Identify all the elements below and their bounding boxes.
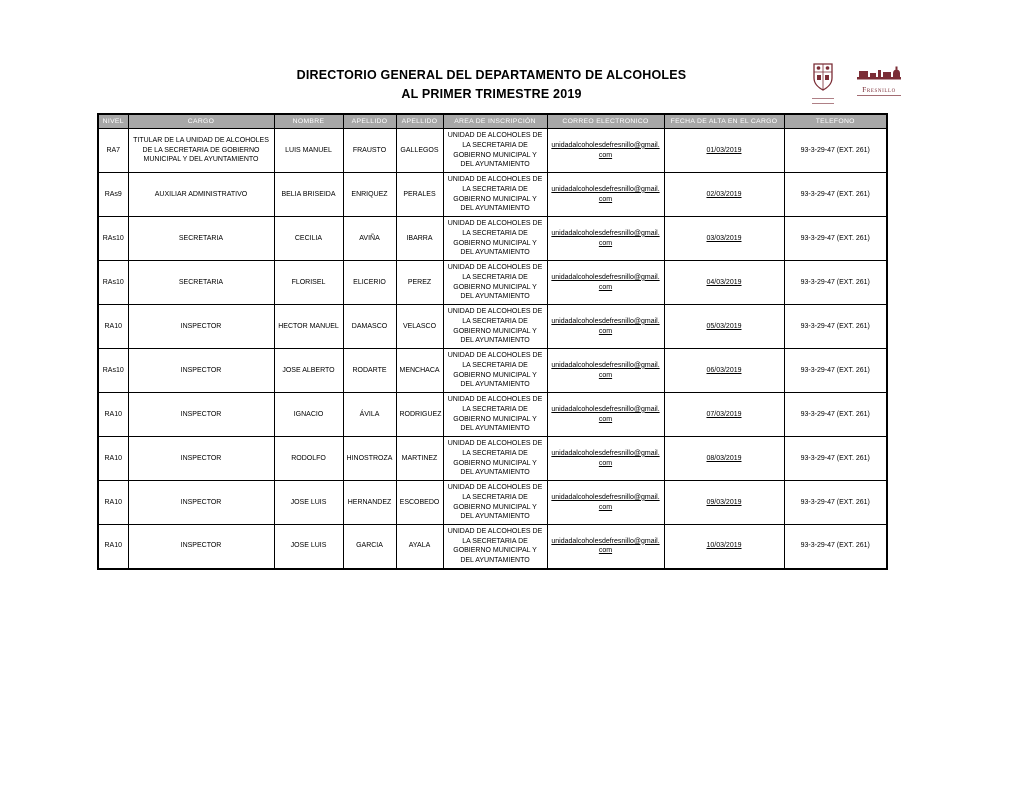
cell-area: UNIDAD DE ALCOHOLES DE LA SECRETARIA DE GOBIERNO MUNICIPAL Y DEL AYUNTAMIENTO bbox=[443, 525, 547, 569]
date-value: 01/03/2019 bbox=[706, 146, 742, 154]
column-header-area: AREA DE INSCRIPCIÓN bbox=[443, 114, 547, 129]
cell-apellido2: GALLEGOS bbox=[396, 129, 443, 173]
cell-apellido1: GARCIA bbox=[343, 525, 396, 569]
cell-nombre: CECILIA bbox=[274, 217, 343, 261]
table-row bbox=[98, 437, 887, 481]
cell-apellido1: ÁVILA bbox=[343, 393, 396, 437]
cell-nombre: FLORISEL bbox=[274, 261, 343, 305]
cell-area: UNIDAD DE ALCOHOLES DE LA SECRETARIA DE GOBIERNO MUNICIPAL Y DEL AYUNTAMIENTO bbox=[443, 393, 547, 437]
date-value: 05/03/2019 bbox=[706, 322, 742, 330]
table-row bbox=[98, 129, 887, 173]
cell-cargo: INSPECTOR bbox=[128, 393, 274, 437]
cell-apellido2: RODRIGUEZ bbox=[396, 393, 443, 437]
cell-nombre: JOSE LUIS bbox=[274, 481, 343, 525]
table-row bbox=[98, 481, 887, 525]
cell-cargo: INSPECTOR bbox=[128, 349, 274, 393]
cell-telefono: 93-3-29-47 (EXT. 261) bbox=[784, 261, 887, 305]
cell-correo bbox=[547, 481, 664, 525]
cell-correo bbox=[547, 261, 664, 305]
cell-nombre: JOSE LUIS bbox=[274, 525, 343, 569]
cell-apellido1: ENRIQUEZ bbox=[343, 173, 396, 217]
column-header-fecha: FECHA DE ALTA EN EL CARGO bbox=[664, 114, 784, 129]
cell-fecha bbox=[664, 481, 784, 525]
coat-of-arms-shield-icon bbox=[810, 62, 836, 92]
cell-cargo: INSPECTOR bbox=[128, 437, 274, 481]
table-header-row bbox=[98, 114, 887, 129]
date-value: 03/03/2019 bbox=[706, 234, 742, 242]
cell-cargo: INSPECTOR bbox=[128, 481, 274, 525]
date-value: 07/03/2019 bbox=[706, 410, 742, 418]
cell-nombre: BELIA BRISEIDA bbox=[274, 173, 343, 217]
cell-nivel: RAs10 bbox=[98, 261, 128, 305]
cell-area: UNIDAD DE ALCOHOLES DE LA SECRETARIA DE GOBIERNO MUNICIPAL Y DEL AYUNTAMIENTO bbox=[443, 437, 547, 481]
fresnillo-logo bbox=[850, 62, 908, 103]
cell-correo bbox=[547, 525, 664, 569]
column-header-apellido2: APELLIDO bbox=[396, 114, 443, 129]
column-header-telefono: TELEFONO bbox=[784, 114, 887, 129]
fresnillo-tagline-decoration bbox=[857, 95, 901, 98]
cell-nivel: RA10 bbox=[98, 525, 128, 569]
date-value: 09/03/2019 bbox=[706, 498, 742, 506]
cell-correo bbox=[547, 305, 664, 349]
cell-area: UNIDAD DE ALCOHOLES DE LA SECRETARIA DE GOBIERNO MUNICIPAL Y DEL AYUNTAMIENTO bbox=[443, 261, 547, 305]
cell-nivel: RA10 bbox=[98, 393, 128, 437]
cell-apellido2: MENCHACA bbox=[396, 349, 443, 393]
cell-apellido2: ESCOBEDO bbox=[396, 481, 443, 525]
cell-nivel: RAs9 bbox=[98, 173, 128, 217]
cell-nivel: RA10 bbox=[98, 481, 128, 525]
fresnillo-building-icon bbox=[855, 65, 903, 81]
cell-correo bbox=[547, 129, 664, 173]
cell-nombre: RODOLFO bbox=[274, 437, 343, 481]
cell-area: UNIDAD DE ALCOHOLES DE LA SECRETARIA DE GOBIERNO MUNICIPAL Y DEL AYUNTAMIENTO bbox=[443, 481, 547, 525]
cell-telefono: 93-3-29-47 (EXT. 261) bbox=[784, 217, 887, 261]
table-row bbox=[98, 217, 887, 261]
cell-apellido1: FRAUSTO bbox=[343, 129, 396, 173]
cell-cargo: SECRETARIA bbox=[128, 261, 274, 305]
table-row bbox=[98, 393, 887, 437]
cell-area: UNIDAD DE ALCOHOLES DE LA SECRETARIA DE GOBIERNO MUNICIPAL Y DEL AYUNTAMIENTO bbox=[443, 173, 547, 217]
date-value: 10/03/2019 bbox=[706, 542, 742, 550]
cell-cargo: SECRETARIA bbox=[128, 217, 274, 261]
column-header-nivel: NIVEL bbox=[98, 114, 128, 129]
coat-of-arms-icon bbox=[808, 62, 838, 100]
cell-nivel: RA7 bbox=[98, 129, 128, 173]
cell-fecha bbox=[664, 217, 784, 261]
cell-area: UNIDAD DE ALCOHOLES DE LA SECRETARIA DE GOBIERNO MUNICIPAL Y DEL AYUNTAMIENTO bbox=[443, 217, 547, 261]
cell-apellido2: PERALES bbox=[396, 173, 443, 217]
cell-area: UNIDAD DE ALCOHOLES DE LA SECRETARIA DE GOBIERNO MUNICIPAL Y DEL AYUNTAMIENTO bbox=[443, 349, 547, 393]
cell-telefono: 93-3-29-47 (EXT. 261) bbox=[784, 173, 887, 217]
column-header-cargo: CARGO bbox=[128, 114, 274, 129]
cell-nivel: RAs10 bbox=[98, 349, 128, 393]
email-link[interactable]: unidadalcoholesdefresnillo@gmail.com bbox=[551, 361, 660, 379]
cell-telefono: 93-3-29-47 (EXT. 261) bbox=[784, 525, 887, 569]
logo-group bbox=[808, 62, 908, 102]
email-link[interactable]: unidadalcoholesdefresnillo@gmail.com bbox=[551, 273, 660, 291]
cell-telefono: 93-3-29-47 (EXT. 261) bbox=[784, 349, 887, 393]
date-value: 02/03/2019 bbox=[706, 190, 742, 198]
cell-area: UNIDAD DE ALCOHOLES DE LA SECRETARIA DE GOBIERNO MUNICIPAL Y DEL AYUNTAMIENTO bbox=[443, 305, 547, 349]
cell-area: UNIDAD DE ALCOHOLES DE LA SECRETARIA DE GOBIERNO MUNICIPAL Y DEL AYUNTAMIENTO bbox=[443, 129, 547, 173]
directory-table-body bbox=[98, 129, 887, 569]
cell-cargo: TITULAR DE LA UNIDAD DE ALCOHOLES DE LA SECRETARIA DE GOBIERNO MUNICIPAL Y DEL AYUNTAMIENTO bbox=[128, 129, 274, 173]
cell-correo bbox=[547, 437, 664, 481]
cell-telefono: 93-3-29-47 (EXT. 261) bbox=[784, 393, 887, 437]
table-row bbox=[98, 261, 887, 305]
column-header-apellido1: APELLIDO bbox=[343, 114, 396, 129]
cell-correo bbox=[547, 349, 664, 393]
cell-cargo: INSPECTOR bbox=[128, 305, 274, 349]
date-value: 04/03/2019 bbox=[706, 278, 742, 286]
table-row bbox=[98, 349, 887, 393]
cell-fecha bbox=[664, 129, 784, 173]
cell-fecha bbox=[664, 525, 784, 569]
cell-nombre: LUIS MANUEL bbox=[274, 129, 343, 173]
cell-cargo: INSPECTOR bbox=[128, 525, 274, 569]
cell-apellido1: DAMASCO bbox=[343, 305, 396, 349]
email-link[interactable]: unidadalcoholesdefresnillo@gmail.com bbox=[551, 449, 660, 467]
column-header-correo: CORREO ELECTRONICO bbox=[547, 114, 664, 129]
date-value: 06/03/2019 bbox=[706, 366, 742, 374]
cell-fecha bbox=[664, 349, 784, 393]
cell-apellido1: AVIÑA bbox=[343, 217, 396, 261]
cell-fecha bbox=[664, 305, 784, 349]
cell-cargo: AUXILIAR ADMINISTRATIVO bbox=[128, 173, 274, 217]
directory-table bbox=[97, 113, 888, 570]
cell-apellido2: IBARRA bbox=[396, 217, 443, 261]
email-link[interactable]: unidadalcoholesdefresnillo@gmail.com bbox=[551, 493, 660, 511]
fresnillo-wordmark: Fresnillo bbox=[862, 85, 896, 94]
cell-telefono: 93-3-29-47 (EXT. 261) bbox=[784, 481, 887, 525]
cell-fecha bbox=[664, 261, 784, 305]
title-line-2: AL PRIMER TRIMESTRE 2019 bbox=[401, 86, 582, 102]
cell-fecha bbox=[664, 173, 784, 217]
cell-apellido1: RODARTE bbox=[343, 349, 396, 393]
cell-apellido2: PEREZ bbox=[396, 261, 443, 305]
column-header-nombre: NOMBRE bbox=[274, 114, 343, 129]
table-row bbox=[98, 525, 887, 569]
table-header bbox=[98, 114, 887, 129]
title-line-1: DIRECTORIO GENERAL DEL DEPARTAMENTO DE ALCOHOLES bbox=[296, 67, 687, 83]
cell-fecha bbox=[664, 393, 784, 437]
email-link[interactable]: unidadalcoholesdefresnillo@gmail.com bbox=[551, 185, 660, 203]
cell-apellido2: AYALA bbox=[396, 525, 443, 569]
cell-telefono: 93-3-29-47 (EXT. 261) bbox=[784, 437, 887, 481]
cell-nombre: JOSE ALBERTO bbox=[274, 349, 343, 393]
email-link[interactable]: unidadalcoholesdefresnillo@gmail.com bbox=[551, 537, 660, 555]
date-value: 08/03/2019 bbox=[706, 454, 742, 462]
cell-nombre: IGNACIO bbox=[274, 393, 343, 437]
email-link[interactable]: unidadalcoholesdefresnillo@gmail.com bbox=[551, 229, 660, 247]
email-link[interactable]: unidadalcoholesdefresnillo@gmail.com bbox=[551, 405, 660, 423]
table-row bbox=[98, 173, 887, 217]
crest-caption-decoration bbox=[812, 98, 834, 104]
cell-fecha bbox=[664, 437, 784, 481]
cell-nivel: RA10 bbox=[98, 305, 128, 349]
cell-apellido1: ELICERIO bbox=[343, 261, 396, 305]
cell-telefono: 93-3-29-47 (EXT. 261) bbox=[784, 305, 887, 349]
cell-nombre: HECTOR MANUEL bbox=[274, 305, 343, 349]
cell-apellido2: VELASCO bbox=[396, 305, 443, 349]
document-title bbox=[97, 66, 886, 104]
cell-nivel: RAs10 bbox=[98, 217, 128, 261]
cell-apellido1: HINOSTROZA bbox=[343, 437, 396, 481]
email-link[interactable]: unidadalcoholesdefresnillo@gmail.com bbox=[551, 317, 660, 335]
cell-apellido2: MARTINEZ bbox=[396, 437, 443, 481]
cell-correo bbox=[547, 217, 664, 261]
cell-apellido1: HERNANDEZ bbox=[343, 481, 396, 525]
cell-nivel: RA10 bbox=[98, 437, 128, 481]
cell-telefono: 93-3-29-47 (EXT. 261) bbox=[784, 129, 887, 173]
cell-correo bbox=[547, 173, 664, 217]
table-row bbox=[98, 305, 887, 349]
cell-correo bbox=[547, 393, 664, 437]
email-link[interactable]: unidadalcoholesdefresnillo@gmail.com bbox=[551, 141, 660, 159]
